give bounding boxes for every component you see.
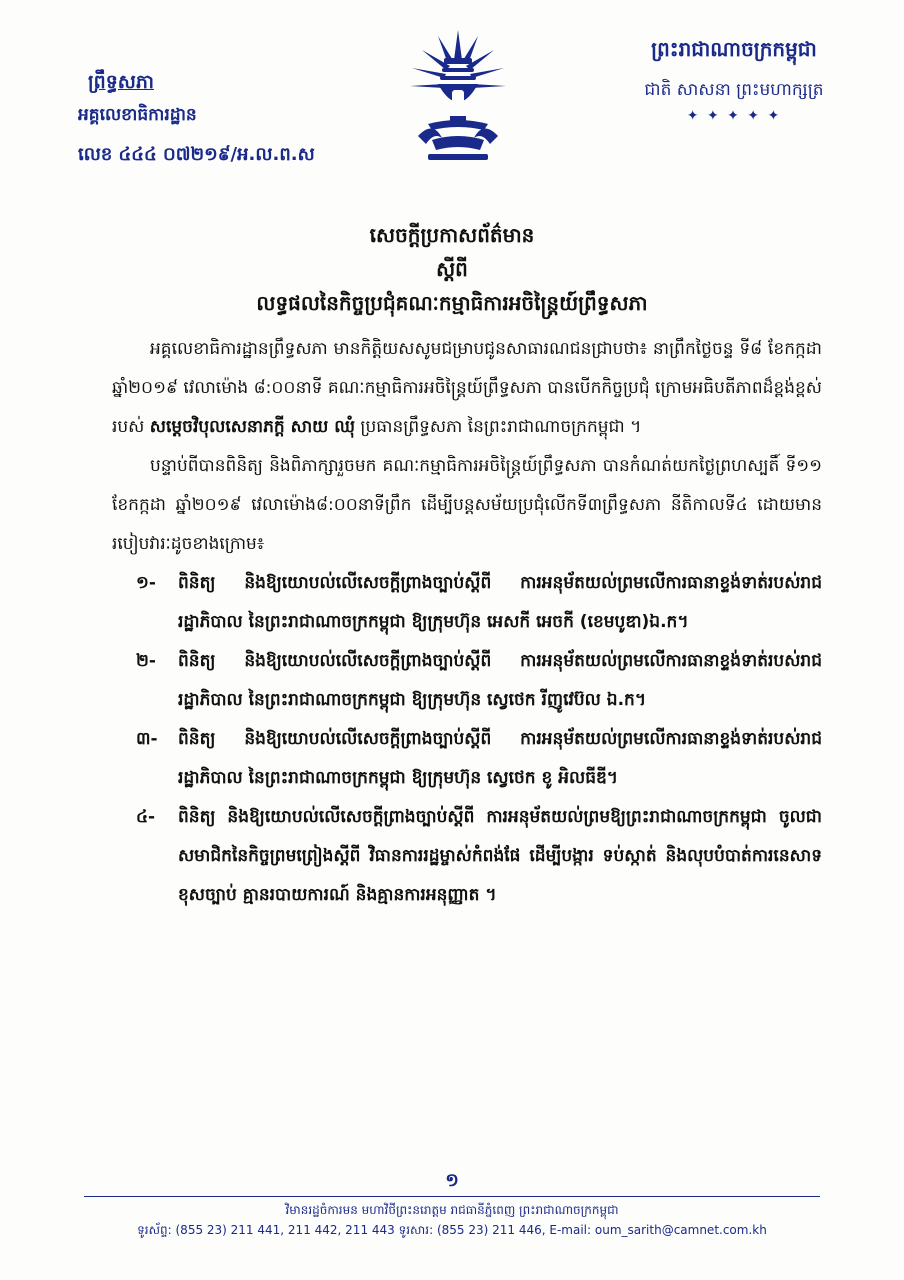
agenda-item-text: ពិនិត្យ និងឱ្យយោបល់លើសេចក្តីព្រាងច្បាប់ស្តីពី ការអនុម័តយល់ព្រមលើការធានាខ្ទង់ទាត់របស់រាជរដ្ឋាភិបាល នៃព្រះរាជាណាចក្រកម្ពុជា ឱ្យក្រុមហ៊ុន ស្វេថេក រីញូវេប៊ល ឯ.ក។ bbox=[178, 651, 822, 710]
agenda-list bbox=[112, 564, 822, 915]
fax-label: ទូរសារ: bbox=[398, 1223, 434, 1237]
senate-president-name: សម្តេចវិបុលសេនាភក្តី សាយ ឈុំ bbox=[149, 417, 356, 437]
phone-label: ទូរស័ព្ទ: bbox=[137, 1223, 172, 1237]
agenda-item-number: ២- bbox=[136, 651, 156, 671]
paragraph-2: បន្ទាប់ពីបានពិនិត្យ និងពិភាក្សារួចមក គណៈកម្មាធិការអចិន្ត្រៃយ៍ព្រឹទ្ធសភា បានកំណត់យកថ្ងៃព្រហស្បតិ៍ ទី១១ ខែកក្កដា ឆ្នាំ២០១៩ វេលាម៉ោង៨:០០នាទីព្រឹក ដើម្បីបន្តសម័យប្រជុំលើកទី៣ព្រឹទ្ធសភា នីតិកាលទី៤ ដោយមានរបៀបវារៈដូចខាងក្រោម៖ bbox=[112, 456, 822, 554]
title-line-2: ស្តីពី bbox=[436, 257, 468, 281]
agenda-item-text: ពិនិត្យ និងឱ្យយោបល់លើសេចក្តីព្រាងច្បាប់ស្តីពី ការអនុម័តយល់ព្រមលើការធានាខ្ទង់ទាត់របស់រាជរដ្ឋាភិបាល នៃព្រះរាជាណាចក្រកម្ពុជា ឱ្យក្រុមហ៊ុន អេសកី អេចកី (ខេមបូឌា)ឯ.ក។ bbox=[178, 573, 822, 632]
title-line-3: លទ្ធផលនៃកិច្ចប្រជុំគណៈកម្មាធិការអចិន្ត្រៃយ៍ព្រឹទ្ធសភា bbox=[256, 291, 648, 315]
paragraph-1 bbox=[112, 330, 822, 447]
agenda-item-text: ពិនិត្យ និងឱ្យយោបល់លើសេចក្តីព្រាងច្បាប់ស្តីពី ការអនុម័តយល់ព្រមលើការធានាខ្ទង់ទាត់របស់រាជរដ្ឋាភិបាល នៃព្រះរាជាណាចក្រកម្ពុជា ឱ្យក្រុមហ៊ុន ស្វេថេក ខូ អិលធីឌី។ bbox=[178, 729, 822, 788]
document-title bbox=[0, 218, 904, 320]
agenda-item-number: ១- bbox=[136, 573, 156, 593]
phone-number: (855 23) 211 441, 211 442, 211 443 bbox=[175, 1223, 395, 1237]
royal-emblem-icon bbox=[398, 20, 518, 170]
page-number: ១ bbox=[445, 1170, 459, 1191]
agenda-item bbox=[136, 798, 822, 915]
sender-org: ព្រឹទ្ធសភា bbox=[88, 71, 154, 93]
fax-email: (855 23) 211 446, E-mail: oum_sarith@camnet.com.kh bbox=[436, 1223, 767, 1237]
document-body bbox=[112, 330, 822, 915]
title-line-1: សេចក្តីប្រកាសព័ត៌មាន bbox=[369, 223, 535, 247]
paragraph-1-text-b: ប្រធានព្រឹទ្ធសភា នៃព្រះរាជាណាចក្រកម្ពុជា ។ bbox=[355, 417, 642, 437]
agenda-item-number: ៣- bbox=[136, 729, 158, 749]
agenda-item-number: ៤- bbox=[136, 807, 156, 827]
agenda-item bbox=[136, 720, 822, 798]
agenda-item bbox=[136, 642, 822, 720]
agenda-item-text: ពិនិត្យ និងឱ្យយោបល់លើសេចក្តីព្រាងច្បាប់ស្តីពី ការអនុម័តយល់ព្រមឱ្យព្រះរាជាណាចក្រកម្ពុជា ចូលជាសមាជិកនៃកិច្ចព្រមព្រៀងស្តីពី វិធានការរដ្ឋម្ចាស់កំពង់ផែ ដើម្បីបង្ការ ទប់ស្កាត់ និងលុបបំបាត់ការនេសាទខុសច្បាប់ គ្មានរបាយការណ៍ និងគ្មានការអនុញ្ញាត ។ bbox=[178, 807, 822, 905]
footer-divider bbox=[84, 1196, 820, 1197]
footer-address: វិមានរដ្ឋចំការមន មហាវិថីព្រះនរោត្តម រាជធានីភ្នំពេញ ព្រះរាជាណាចក្រកម្ពុជា bbox=[285, 1203, 619, 1217]
sender-department: អគ្គលេខាធិការដ្ឋាន bbox=[78, 105, 197, 125]
ornament-divider-icon: ✦ ✦ ✦ ✦ ✦ bbox=[686, 108, 782, 124]
footer bbox=[84, 1200, 820, 1240]
sender-block bbox=[78, 68, 338, 168]
reference-number: លេខ ៤៤៤ ០៧២១៩/អ.ល.ព.ស bbox=[78, 144, 315, 165]
kingdom-block bbox=[614, 34, 854, 124]
agenda-item bbox=[136, 564, 822, 642]
footer-contact bbox=[84, 1220, 820, 1240]
national-motto: ជាតិ សាសនា ព្រះមហាក្សត្រ bbox=[644, 80, 824, 100]
kingdom-name: ព្រះរាជាណាចក្រកម្ពុជា bbox=[651, 37, 817, 61]
paragraph-1-text-a: អគ្គលេខាធិការដ្ឋានព្រឹទ្ធសភា មានកិត្តិយសសូមជម្រាបជូនសាធារណជនជ្រាបថា៖ នាព្រឹកថ្ងៃចន្ទ ទី៨ ខែកក្កដា ឆ្នាំ២០១៩ វេលាម៉ោង ៨:០០នាទី គណៈកម្មាធិការអចិន្ត្រៃយ៍ព្រឹទ្ធសភា បានបើកកិច្ចប្រជុំ ក្រោមអធិបតីភាពដ៏ខ្ពង់ខ្ពស់របស់ bbox=[112, 339, 822, 437]
